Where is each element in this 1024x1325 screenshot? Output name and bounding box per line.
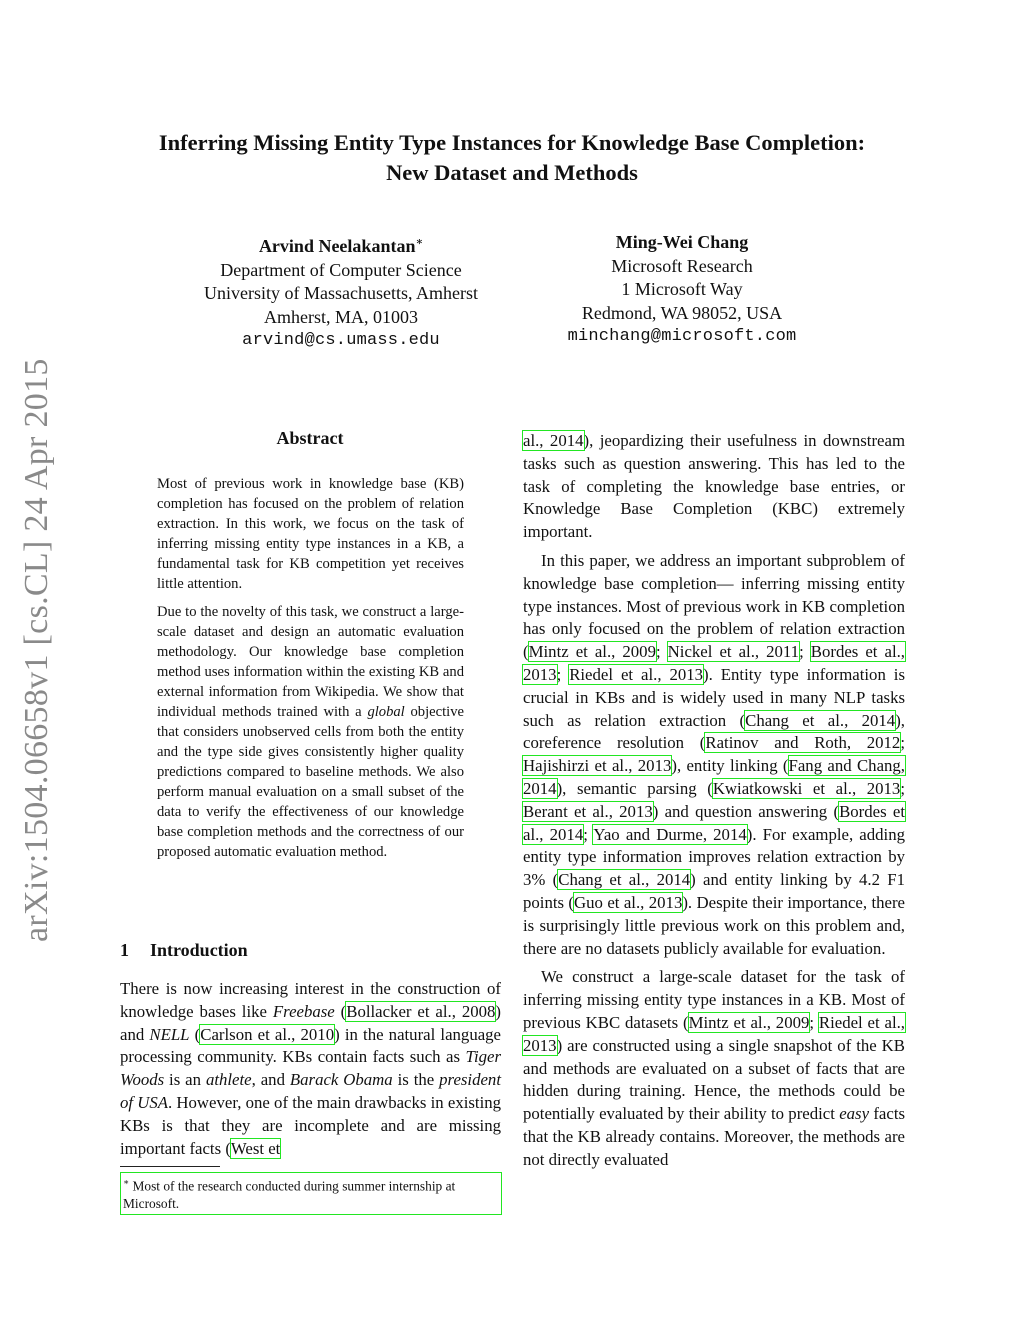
citation-link[interactable]: Riedel et al., 2013 — [569, 664, 704, 684]
abstract-paragraph-2: Due to the novelty of this task, we construct a large-scale dataset and design an automatic evaluation methodology. Our knowledge base completion method uses information within the existing KB and external information from Wikipedia. We show that individual methods trained with a global objective that considers unobserved cells from both the entity and the type side gives consistently higher quality predictions compared to baseline methods. We also perform manual evaluation on a small subset of the data to verify the effectiveness of our knowledge base completion methods and the correctness of our proposed automatic evaluation method. — [157, 604, 464, 860]
citation-link[interactable]: Berant et al., 2013 — [523, 801, 653, 821]
introduction-paragraph-1: There is now increasing interest in the construction of knowledge bases like Freebase (Bollacker et al., 2008) and NELL (Carlson et al., 2010) in the natural language processing community. KBs contain facts such as Tiger Woods is an athlete, and Barack Obama is the president of USA. However, one of the main drawbacks in existing KBs is that they are incomplete and are missing important facts (West et — [120, 979, 502, 1158]
footnote-mark: ∗ — [123, 1177, 130, 1187]
author-name: Arvind Neelakantan∗ — [258, 236, 424, 256]
author-email[interactable]: minchang@microsoft.com — [567, 327, 797, 346]
introduction-paragraph-1-continued: al., 2014), jeopardizing their usefulness in downstream tasks such as question answering. This has led to the task of completing the knowledge base entries, or Knowledge Base Completion (KBC) extremely important. — [523, 431, 906, 542]
author-affiliation: Department of Computer Science — [220, 259, 462, 280]
citation-link[interactable]: Carlson et al., 2010 — [200, 1024, 335, 1044]
introduction-paragraph-3: We construct a large-scale dataset for the task of inferring missing entity type instances in a KB. Most of previous KBC datasets (Mintz et al., 2009; Riedel et al., 2013) are constructed using a single snapshot of the KB and methods are evaluated on a subset of facts that are hidden during training. Hence, the methods could be potentially evaluated by their ability to predict easy facts that the KB already contains. Moreover, the methods are not directly evaluated — [523, 967, 906, 1169]
section-title: Introduction — [150, 940, 248, 960]
author-address: Amherst, MA, 01003 — [264, 306, 418, 327]
footnote[interactable] — [120, 1172, 502, 1215]
footnote-text: Most of the research conducted during summer internship at Microsoft. — [123, 1178, 456, 1212]
author-affiliation: Microsoft Research — [611, 255, 753, 276]
author-email[interactable]: arvind@cs.umass.edu — [242, 331, 440, 350]
citation-link[interactable]: Ratinov and Roth, 2012 — [705, 733, 901, 753]
citation-link[interactable]: Yao and Durme, 2014 — [593, 824, 747, 844]
citation-link[interactable]: Chang et al., 2014 — [558, 870, 691, 890]
citation-link[interactable]: Kwiatkowski et al., 2013 — [712, 778, 901, 798]
citation-link[interactable]: Guo et al., 2013 — [574, 892, 683, 912]
citation-link[interactable]: Bordes et al., 2013 — [523, 642, 905, 684]
citation-link[interactable]: Mintz et al., 2009 — [528, 642, 656, 662]
citation-link[interactable]: Mintz et al., 2009 — [688, 1012, 810, 1032]
author-block-chang — [530, 231, 834, 349]
abstract-body — [157, 474, 464, 862]
right-column — [523, 430, 905, 1172]
paper-title — [100, 128, 924, 188]
footnote-mark[interactable]: ∗ — [415, 236, 424, 248]
citation-link[interactable]: Hajishirzi et al., 2013 — [523, 756, 672, 776]
introduction-paragraph-2: In this paper, we address an important subproblem of knowledge base completion— inferring missing entity type instances. Most of previous work in KB completion has only focused on the problem of relation extraction (Mintz et al., 2009; Nickel et al., 2011; Bordes et al., 2013; Riedel et al., 2013). Entity type information is crucial in KBs and is widely used in many NLP tasks such as relation extraction (Chang et al., 2014), coreference resolution (Ratinov and Roth, 2012; Hajishirzi et al., 2013), entity linking (Fang and Chang, 2014), semantic parsing (Kwiatkowski et al., 2013; Berant et al., 2013) and question answering (Bordes et al., 2014; Yao and Durme, 2014). For example, adding entity type information improves relation extraction by 3% (Chang et al., 2014) and entity linking by 4.2 F1 points (Guo et al., 2013). Despite their importance, there is surprisingly little previous work on this problem and, there are no datasets publicly available for evaluation. — [523, 550, 906, 958]
author-affiliation: University of Massachusetts, Amherst — [204, 283, 478, 303]
footnote-divider — [120, 1166, 220, 1167]
citation-link[interactable]: Fang and Chang, 2014 — [523, 756, 905, 798]
citation-link[interactable]: al., 2014 — [523, 431, 584, 450]
author-address: 1 Microsoft Way — [621, 279, 743, 299]
citation-link[interactable]: Bordes et al., 2014 — [523, 801, 905, 844]
author-name: Ming-Wei Chang — [615, 232, 749, 252]
citation-link[interactable]: Riedel et al., 2013 — [523, 1012, 906, 1055]
section-heading-introduction — [120, 940, 500, 961]
arxiv-identifier-stamp: arXiv:1504.06658v1 [cs.CL] 24 Apr 2015 — [18, 358, 55, 942]
citation-link[interactable]: Bollacker et al., 2008 — [346, 1001, 496, 1021]
citation-link[interactable]: West et — [230, 1138, 281, 1158]
title-line-1: Inferring Missing Entity Type Instances for Knowledge Base Completion: — [158, 130, 866, 155]
abstract-paragraph-1: Most of previous work in knowledge base (KB) completion has focused on the problem of relation extraction. In this work, we focus on the task of inferring missing entity type instances in a KB, a fundamental task for KB competition yet receives little attention. — [157, 476, 464, 592]
citation-link[interactable]: Nickel et al., 2011 — [667, 642, 800, 662]
author-address: Redmond, WA 98052, USA — [581, 302, 783, 323]
section-number: 1 — [120, 940, 129, 960]
author-block-neelakantan — [160, 231, 522, 353]
title-line-2: New Dataset and Methods — [386, 160, 638, 185]
abstract-heading: Abstract — [276, 428, 344, 448]
citation-link[interactable]: Chang et al., 2014 — [745, 710, 896, 730]
